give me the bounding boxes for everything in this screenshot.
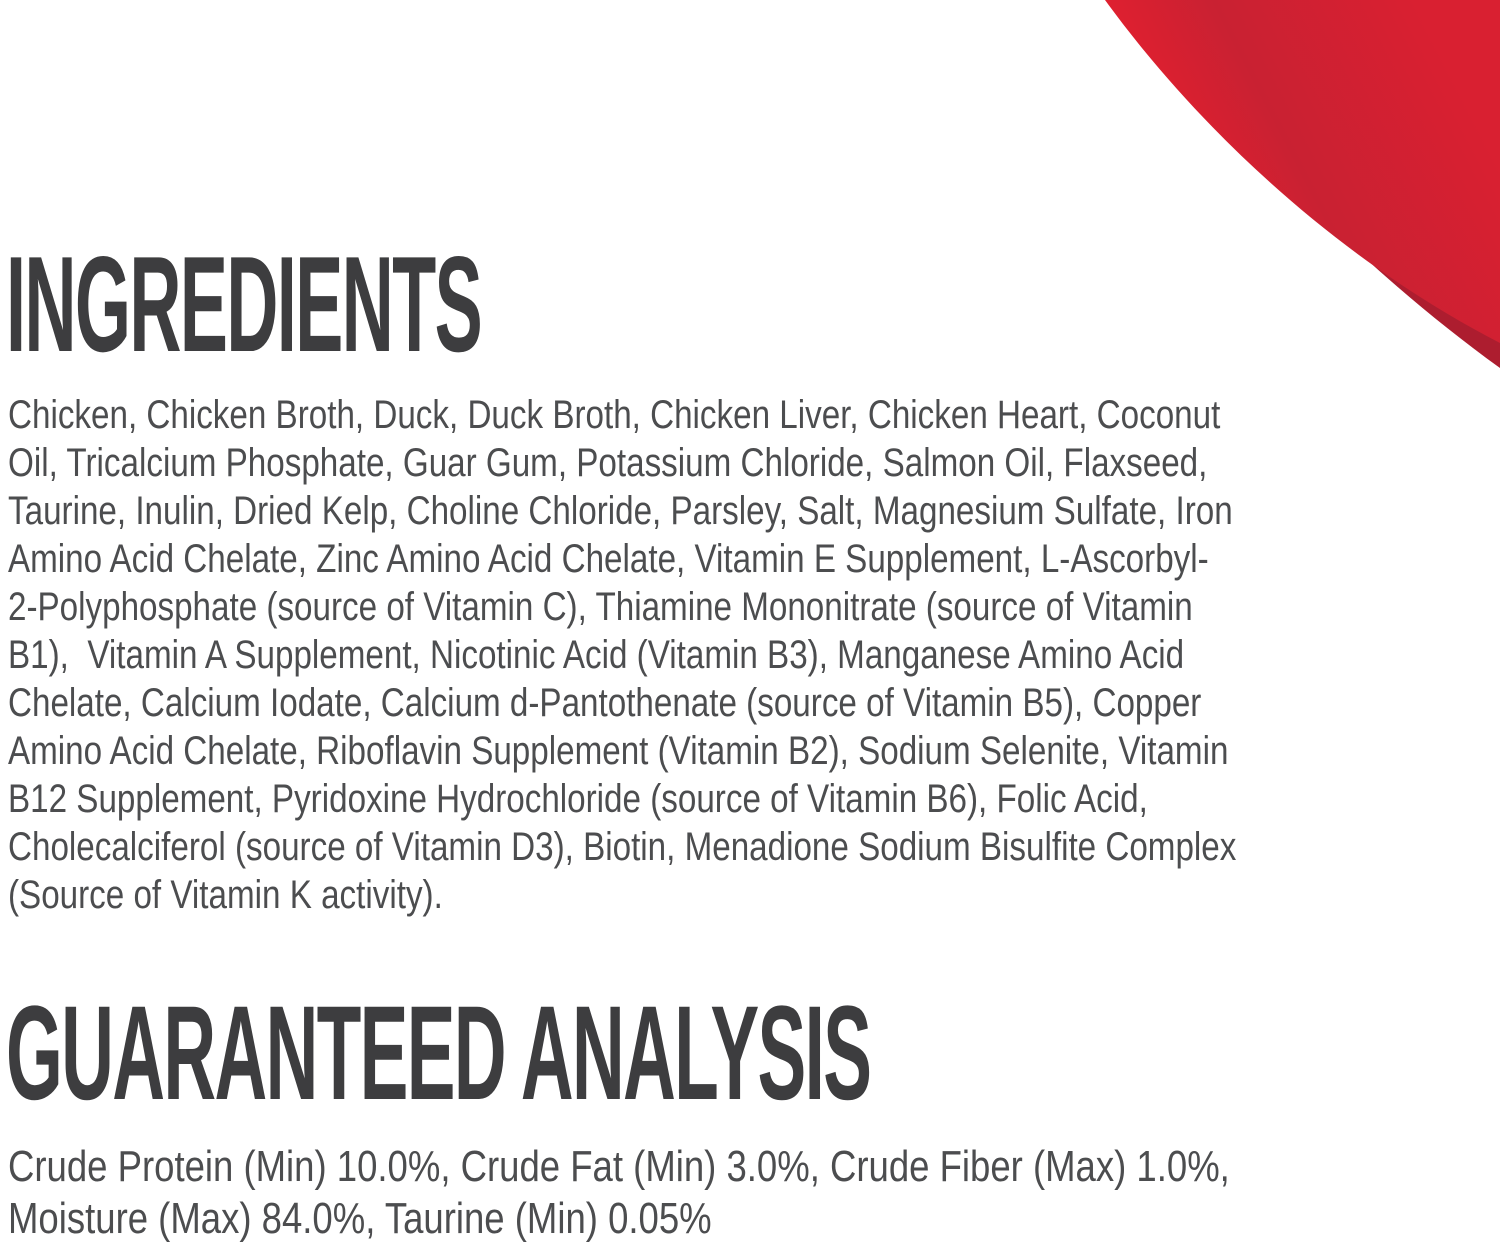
ingredients-text-line: Chicken, Chicken Broth, Duck, Duck Broth, Chicken Liver, Chicken Heart, Coconut [8,393,1221,437]
ingredients-text-line: Amino Acid Chelate, Riboflavin Supplement (Vitamin B2), Sodium Selenite, Vitamin [8,729,1229,773]
swoosh-dark-edge [1130,0,1500,368]
ingredients-text-line: B12 Supplement, Pyridoxine Hydrochloride (source of Vitamin B6), Folic Acid, [8,777,1148,821]
ingredients-text-line: Taurine, Inulin, Dried Kelp, Choline Chloride, Parsley, Salt, Magnesium Sulfate, Iron [8,489,1233,533]
ingredients-text-line: (Source of Vitamin K activity). [8,873,443,917]
guaranteed-analysis-heading: GUARANTEED ANALYSIS [6,979,871,1128]
ingredients-text-line: Chelate, Calcium Iodate, Calcium d-Pantothenate (source of Vitamin B5), Copper [8,681,1202,725]
ingredients-text [8,391,1236,919]
guaranteed-analysis-text [8,1141,1230,1245]
ingredients-text-line: Oil, Tricalcium Phosphate, Guar Gum, Potassium Chloride, Salmon Oil, Flaxseed, [8,441,1208,485]
swoosh-main [1105,0,1500,343]
ingredients-text-line: Cholecalciferol (source of Vitamin D3), Biotin, Menadione Sodium Bisulfite Complex [8,825,1237,869]
guaranteed-analysis-text-line: Crude Protein (Min) 10.0%, Crude Fat (Min) 3.0%, Crude Fiber (Max) 1.0%, [8,1142,1230,1191]
ingredients-heading: INGREDIENTS [6,228,482,380]
guaranteed-analysis-text-line: Moisture (Max) 84.0%, Taurine (Min) 0.05% [8,1194,712,1243]
ingredients-text-line: B1), Vitamin A Supplement, Nicotinic Acid (Vitamin B3), Manganese Amino Acid [8,633,1185,677]
ingredients-text-line: Amino Acid Chelate, Zinc Amino Acid Chelate, Vitamin E Supplement, L-Ascorbyl- [8,537,1209,581]
ingredients-text-line: 2-Polyphosphate (source of Vitamin C), Thiamine Mononitrate (source of Vitamin [8,585,1193,629]
